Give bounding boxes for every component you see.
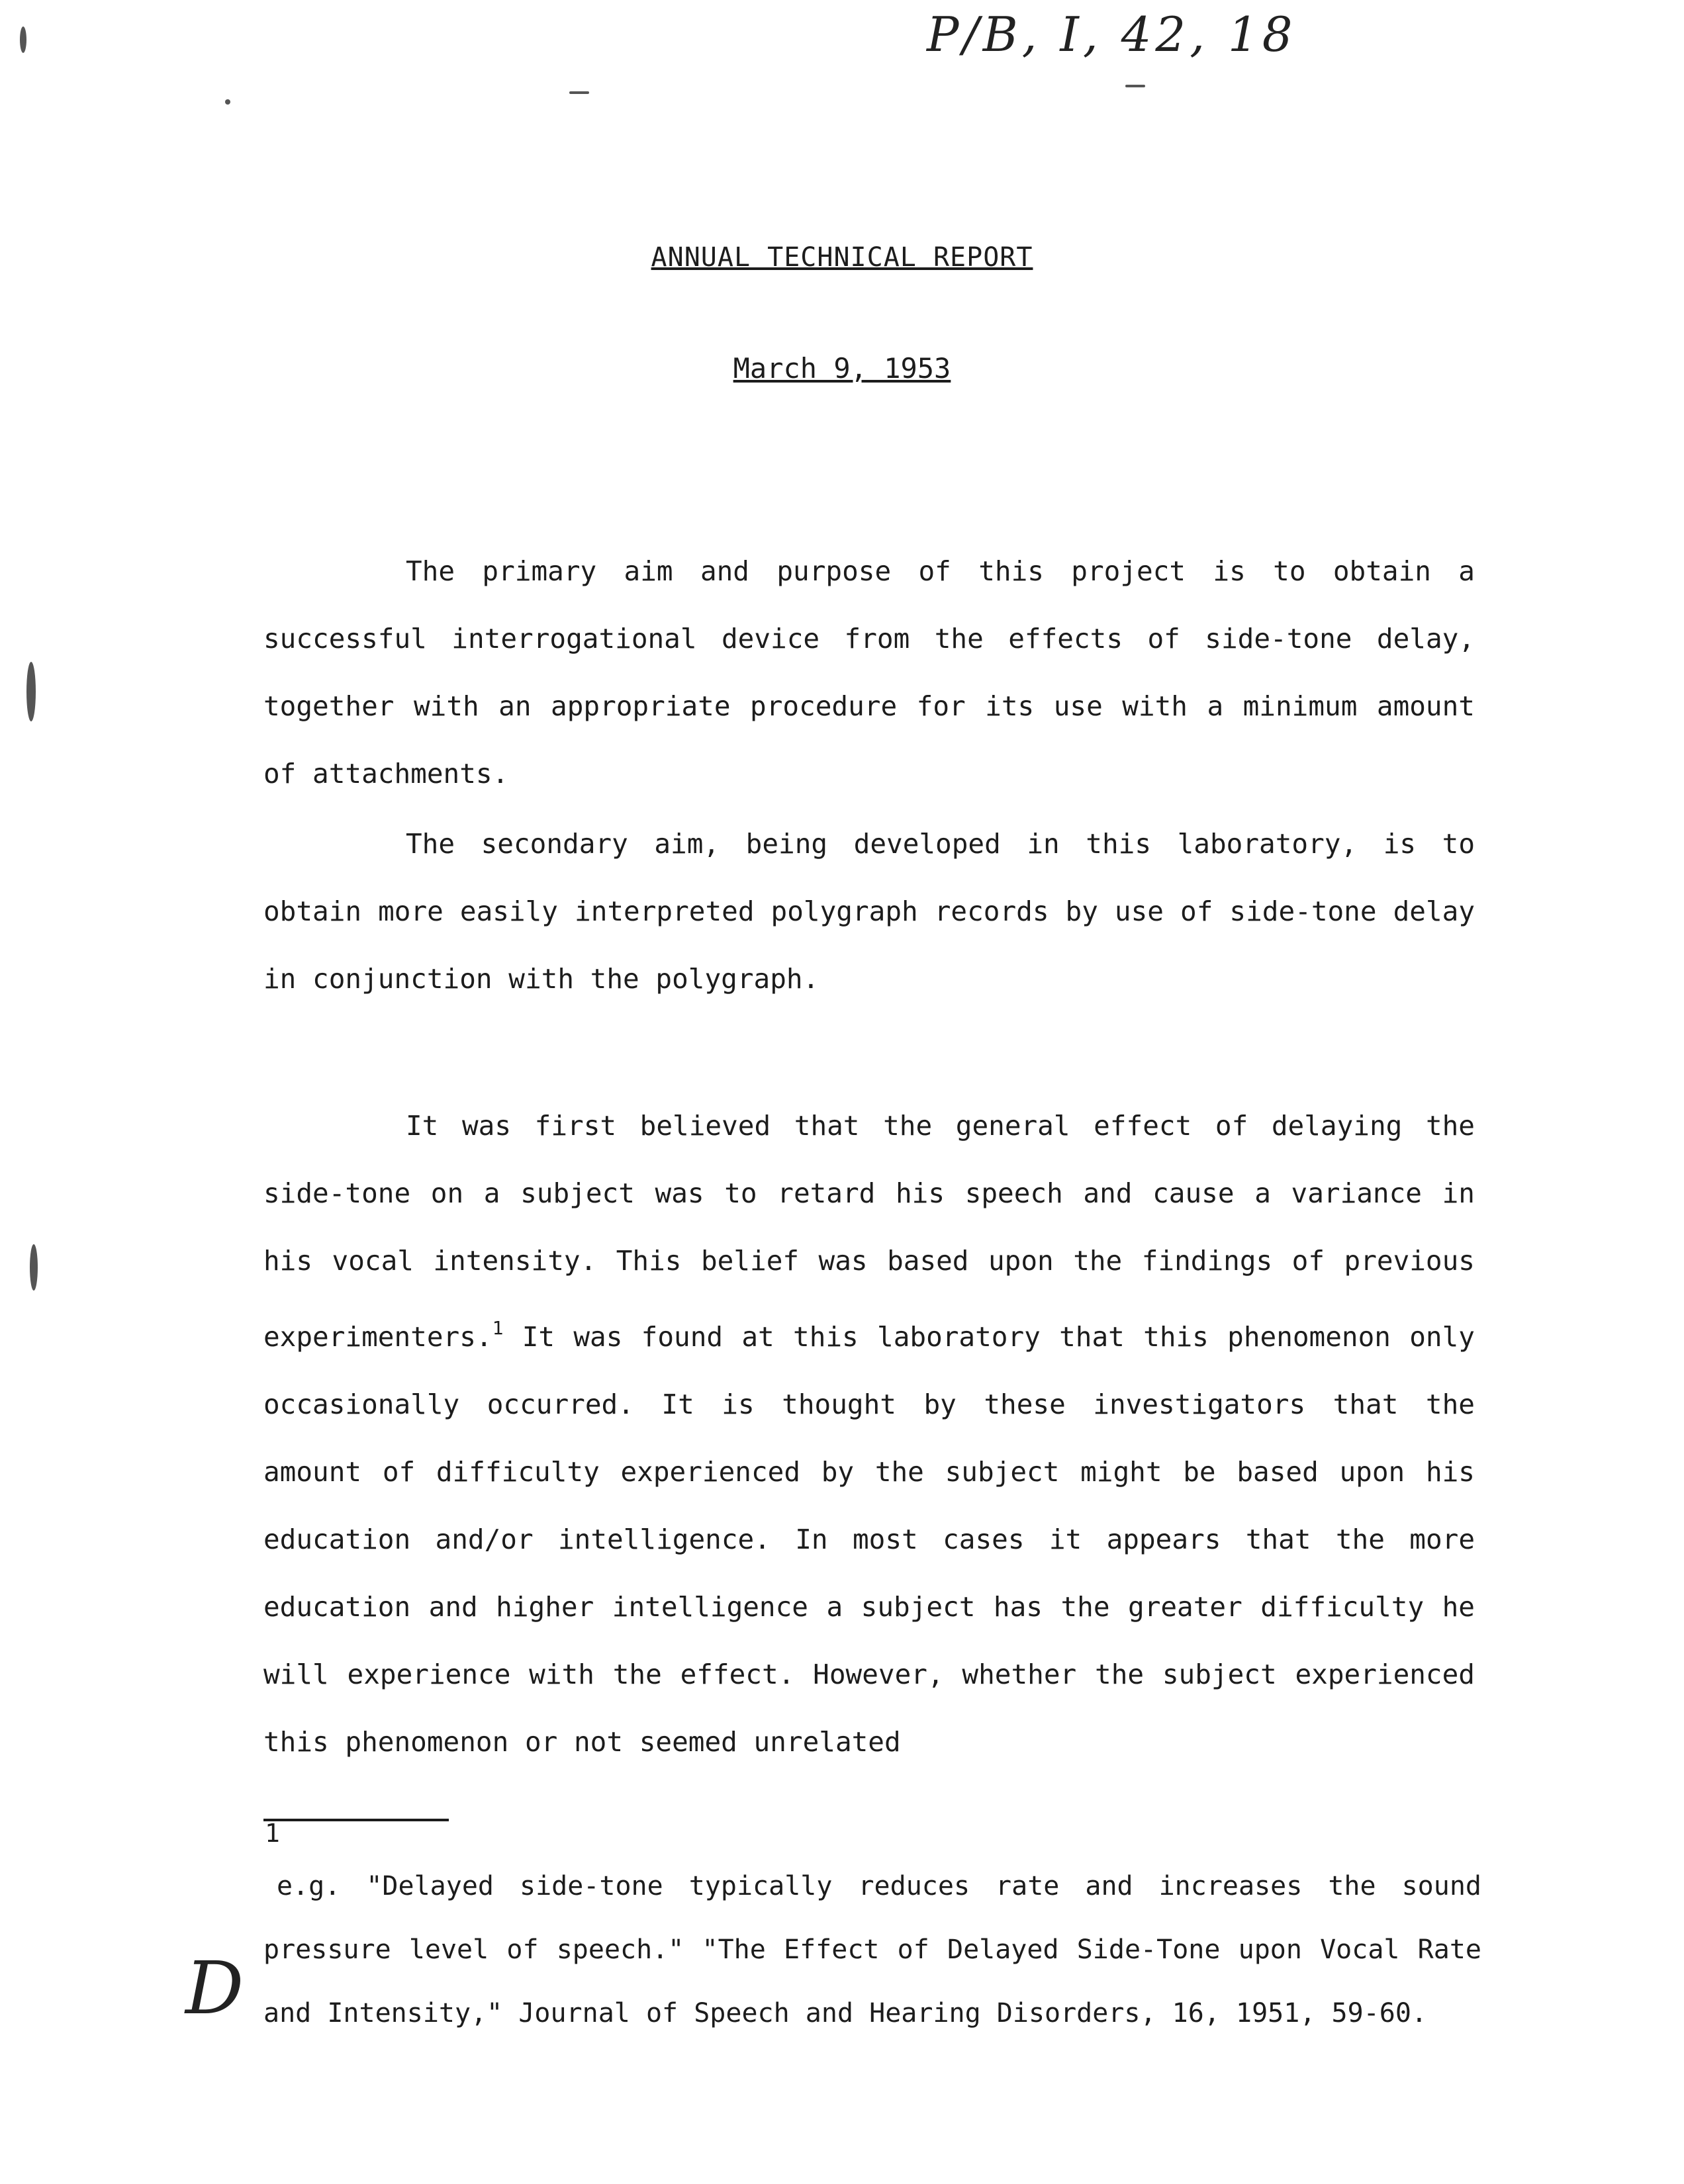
handwritten-margin-mark: D <box>185 1946 244 2030</box>
scan-artifact <box>225 99 230 105</box>
report-title: ANNUAL TECHNICAL REPORT <box>651 242 1033 273</box>
footnote-reference: 1 <box>492 1317 504 1339</box>
paragraph-findings-text-before: It was first believed that the general effect of delaying the side-tone on a subject was to retard his speech and cause a variance in his vocal intensity. This belief was based upon the findings of previous experimenters. <box>263 1110 1475 1353</box>
footnote-marker: 1 <box>265 1819 280 1848</box>
paragraph-primary-aim: The primary aim and purpose of this project is to obtain a successful interrogational device from the effects of side-tone delay, together with an appropriate procedure for its use with a minimum amount of attachments. <box>263 555 1475 790</box>
scan-artifact <box>20 26 26 53</box>
scan-artifact <box>30 1244 38 1291</box>
footnote-divider <box>263 1819 449 1821</box>
scan-artifact <box>26 662 36 721</box>
paragraph-secondary-aim: The secondary aim, being developed in this laboratory, is to obtain more easily interpreted polygraph records by use of side-tone delay in conjunction with the polygraph. <box>263 828 1475 995</box>
paragraph-findings-text-after: It was found at this laboratory that this phenomenon only occasionally occurred. It is thought by these investigators that the amount of difficulty experienced by the subject might be based upon his education and/or intelligence. In most cases it appears that the more education and higher intelligence a subject has the greater difficulty he will experience with the effect. However, whether the subject experienced this phenomenon or not seemed unrelated <box>263 1321 1475 1758</box>
paragraph-findings <box>263 1092 1475 1776</box>
handwritten-reference-number: P/B, I, 42, 18 <box>927 7 1297 62</box>
report-date: March 9, 1953 <box>733 352 951 385</box>
scan-artifact <box>1125 85 1145 87</box>
footnote-text: e.g. "Delayed side-tone typically reduces rate and increases the sound pressure level of speech." "The Effect of Delayed Side-Tone upon Vocal Rate and Intensity," Journal of Speech and Hearing Disorders, 16, 1951, 59-60. <box>263 1871 1481 2028</box>
scan-artifact <box>569 91 589 94</box>
